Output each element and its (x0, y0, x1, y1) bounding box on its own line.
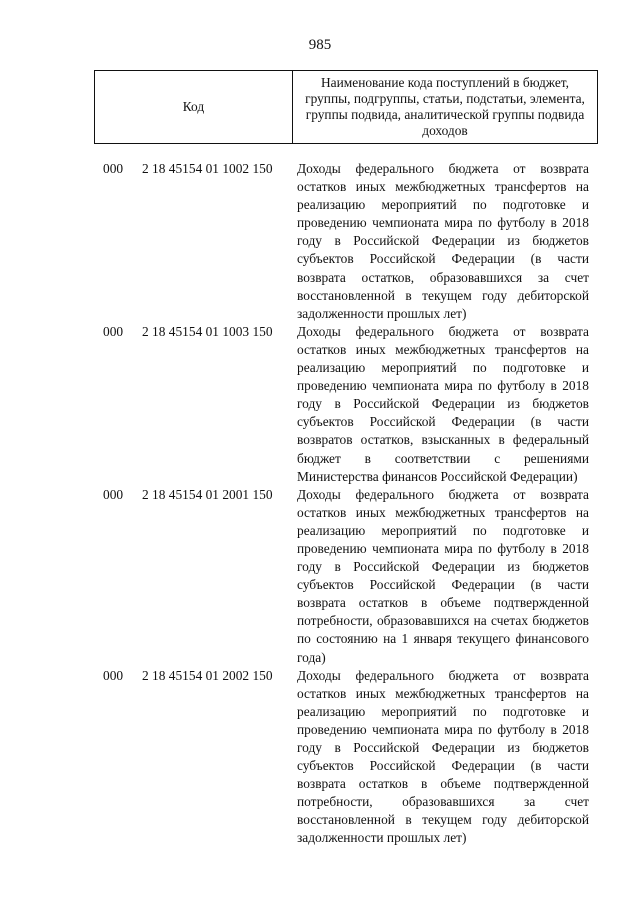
entry-row (0, 667, 640, 848)
entry-admin-code: 000 (103, 486, 124, 502)
entry-row (0, 486, 640, 667)
entry-admin-code: 000 (103, 667, 124, 683)
entry-revenue-code: 2 18 45154 01 2001 150 (142, 486, 273, 502)
code-column-header: Код (95, 71, 293, 144)
entries-list (0, 160, 640, 848)
entry-row (0, 160, 640, 323)
entry-description: Доходы федерального бюджета от возврата остатков иных межбюджетных трансфертов на реализацию мероприятий по подготовке и проведению чемпионата мира по футболу в 2018 году в Российской Федерации из бюджетов субъектов Российской Федерации (в части возврата остатков, образовавшихся за счет восстановленной в текущем году дебиторской задолженности прошлых лет) (297, 161, 589, 321)
entry-revenue-code: 2 18 45154 01 1003 150 (142, 323, 273, 339)
entry-revenue-code: 2 18 45154 01 1002 150 (142, 161, 273, 176)
name-column-header: Наименование кода поступлений в бюджет, группы, подгруппы, статьи, подстатьи, элемента, группы подвида, аналитической группы подвида доходов (293, 71, 598, 144)
entry-revenue-code: 2 18 45154 01 2002 150 (142, 667, 273, 683)
header-row (95, 71, 598, 144)
entry-admin-code: 000 (103, 161, 124, 176)
entry-description: Доходы федерального бюджета от возврата остатков иных межбюджетных трансфертов на реализацию мероприятий по подготовке и проведению чемпионата мира по футболу в 2018 году в Российской Федерации из бюджетов субъектов Российской Федерации (в части возврата остатков в объеме подтвержденной потребности, образовавшихся за счет восстановленной в текущем году дебиторской задолженности прошлых лет) (297, 667, 589, 846)
entry-admin-code: 000 (103, 323, 124, 339)
entry-row (0, 323, 640, 486)
entry-description: Доходы федерального бюджета от возврата остатков иных межбюджетных трансфертов на реализацию мероприятий по подготовке и проведению чемпионата мира по футболу в 2018 году в Российской Федерации из бюджетов субъектов Российской Федерации (в части возвратов остатков, взысканных в федеральный бюджет в соответствии с решениями Министерства финансов Российской Федерации) (297, 323, 589, 484)
entry-description: Доходы федерального бюджета от возврата остатков иных межбюджетных трансфертов на реализацию мероприятий по подготовке и проведению чемпионата мира по футболу в 2018 году в Российской Федерации из бюджетов субъектов Российской Федерации (в части возврата остатков в объеме подтвержденной потребности, образовавшихся на счетах бюджетов по состоянию на 1 января текущего финансового года) (297, 486, 589, 665)
page-number: 985 (308, 37, 332, 53)
header-table (94, 70, 598, 144)
